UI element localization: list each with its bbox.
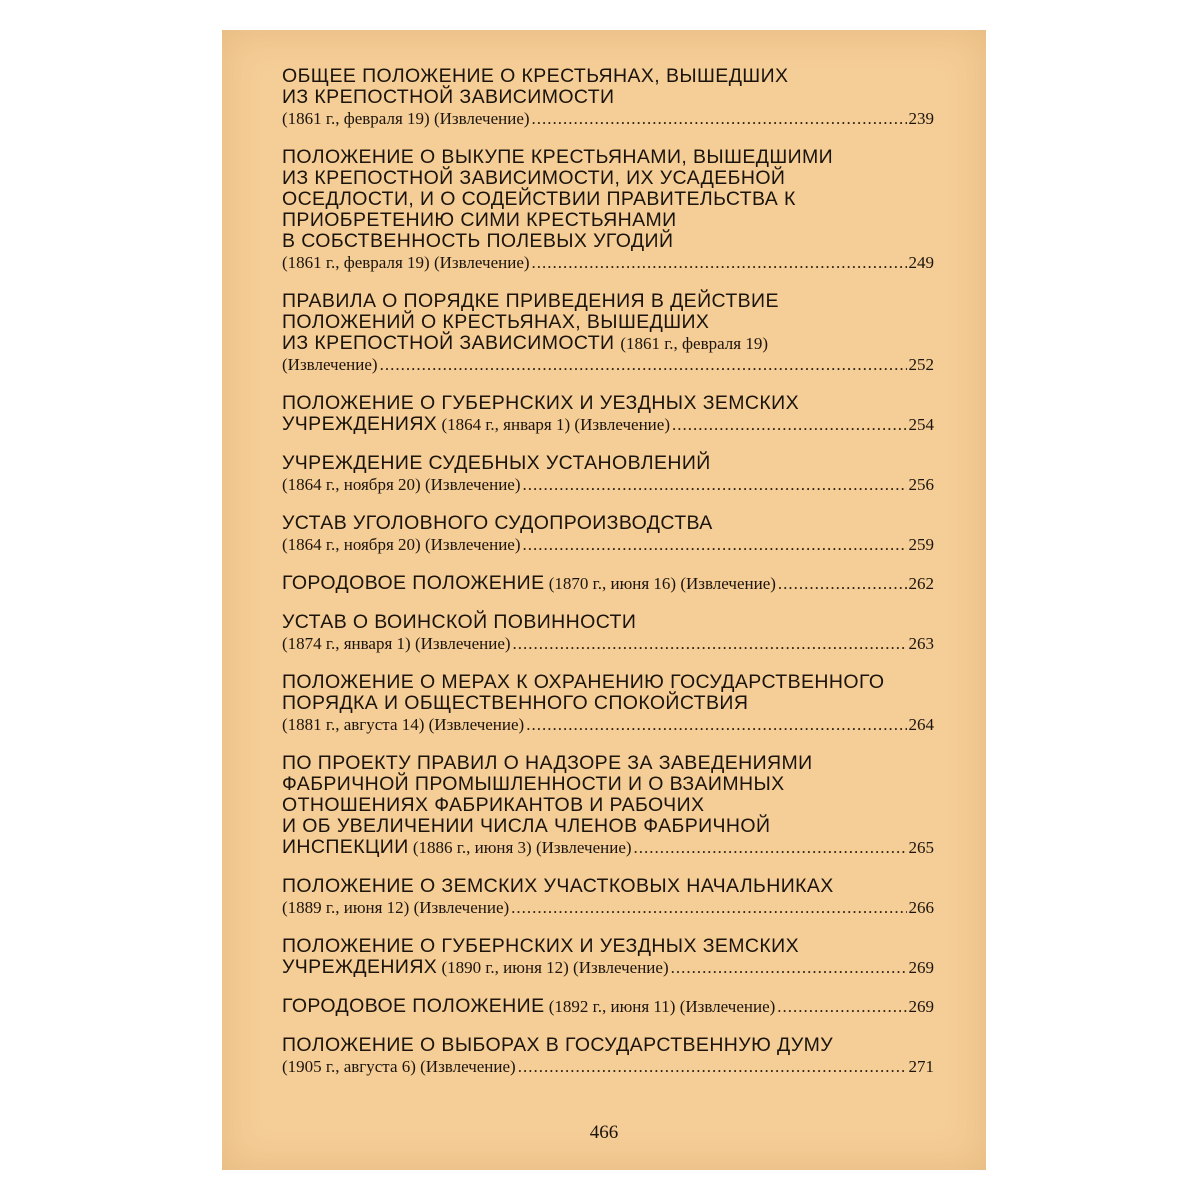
dot-leader: [777, 996, 906, 1017]
toc-entry-title-line: ПОЛОЖЕНИЙ О КРЕСТЬЯНАХ, ВЫШЕДШИХ: [282, 311, 710, 333]
toc-entry: [282, 291, 934, 375]
toc-entry-page-number: 263: [908, 634, 934, 653]
toc-entry: [282, 753, 934, 858]
toc-entry-title-text: ГОРОДОВОЕ ПОЛОЖЕНИЕ: [282, 995, 545, 1017]
toc-entry-date: (1905 г., августа 6) (Извлечение): [282, 1057, 516, 1076]
toc-entry-title-line: ОБЩЕЕ ПОЛОЖЕНИЕ О КРЕСТЬЯНАХ, ВЫШЕДШИХ: [282, 65, 789, 87]
toc-entry: [282, 393, 934, 435]
toc-entry-title-text: УЧРЕЖДЕНИЯХ: [282, 956, 438, 978]
toc-entry-title-line: УСТАВ УГОЛОВНОГО СУДОПРОИЗВОДСТВА: [282, 512, 713, 534]
toc-entry: [282, 996, 934, 1017]
toc-entry: [282, 612, 934, 654]
toc-entry-leader-line: [282, 108, 934, 129]
toc-entry-page-number: 239: [908, 109, 934, 128]
toc-entry-page-number: 271: [908, 1057, 934, 1076]
toc-entry-title-line: [282, 333, 934, 354]
toc-entry-date: (1864 г., ноября 20) (Извлечение): [282, 535, 521, 554]
toc-entry: [282, 876, 934, 918]
toc-entry-leader-line: [282, 1056, 934, 1077]
toc-entry-leader-line: [282, 474, 934, 495]
dot-leader: [672, 414, 907, 435]
dot-leader: [532, 252, 907, 273]
toc-entry: [282, 453, 934, 495]
toc-entry: [282, 513, 934, 555]
toc-entry-leader-line: [282, 414, 934, 435]
toc-entry-title-line: И ОБ УВЕЛИЧЕНИИ ЧИСЛА ЧЛЕНОВ ФАБРИЧНОЙ: [282, 815, 771, 837]
toc-entry-title-line: ПРИОБРЕТЕНИЮ СИМИ КРЕСТЬЯНАМИ: [282, 209, 677, 231]
toc-entry-title-line: ПОРЯДКА И ОБЩЕСТВЕННОГО СПОКОЙСТВИЯ: [282, 692, 749, 714]
toc-entry-date: (1886 г., июня 3) (Извлечение): [412, 838, 632, 857]
toc-entry-leader-line: [282, 837, 934, 858]
toc-entry-leader-line: [282, 633, 934, 654]
toc-entry-page-number: 254: [908, 415, 934, 434]
toc-entry: [282, 1035, 934, 1077]
toc-entry-page-number: 249: [908, 253, 934, 272]
toc-entry-title-line: ИЗ КРЕПОСТНОЙ ЗАВИСИМОСТИ: [282, 86, 615, 108]
toc-entry: [282, 573, 934, 594]
toc-entry: [282, 66, 934, 129]
toc-entry-title-line: ИЗ КРЕПОСТНОЙ ЗАВИСИМОСТИ, ИХ УСАДЕБНОЙ: [282, 167, 786, 189]
toc-entry-date: (1890 г., июня 12) (Извлечение): [441, 958, 669, 977]
toc-entry-title-line: ПРАВИЛА О ПОРЯДКЕ ПРИВЕДЕНИЯ В ДЕЙСТВИЕ: [282, 290, 779, 312]
dot-leader: [532, 108, 907, 129]
toc-entry-title-line: УЧРЕЖДЕНИЕ СУДЕБНЫХ УСТАНОВЛЕНИЙ: [282, 452, 711, 474]
dot-leader: [380, 354, 907, 375]
dot-leader: [523, 474, 907, 495]
toc-entry-page-number: 264: [908, 715, 934, 734]
table-of-contents: [282, 66, 934, 1095]
toc-entry-title-line: ОСЕДЛОСТИ, И О СОДЕЙСТВИИ ПРАВИТЕЛЬСТВА К: [282, 188, 796, 210]
toc-entry: [282, 672, 934, 735]
toc-entry-page-number: 262: [908, 574, 934, 593]
dot-leader: [526, 714, 906, 735]
toc-entry-page-number: 269: [908, 997, 934, 1016]
toc-entry-date: (1861 г., февраля 19) (Извлечение): [282, 109, 530, 128]
toc-entry-title-line: ФАБРИЧНОЙ ПРОМЫШЛЕННОСТИ И О ВЗАИМНЫХ: [282, 773, 785, 795]
book-page: [222, 30, 986, 1170]
toc-entry-title-line: ПО ПРОЕКТУ ПРАВИЛ О НАДЗОРЕ ЗА ЗАВЕДЕНИЯМИ: [282, 752, 813, 774]
toc-entry-page-number: 269: [908, 958, 934, 977]
toc-entry-date: (1864 г., января 1) (Извлечение): [441, 415, 670, 434]
toc-entry-date: (1889 г., июня 12) (Извлечение): [282, 898, 510, 917]
toc-entry-date: (1864 г., ноября 20) (Извлечение): [282, 475, 521, 494]
page-number: 466: [589, 1122, 619, 1143]
toc-entry-title-line: ПОЛОЖЕНИЕ О ГУБЕРНСКИХ И УЕЗДНЫХ ЗЕМСКИХ: [282, 392, 799, 414]
toc-entry-date: (1861 г., февраля 19) (Извлечение): [282, 253, 530, 272]
toc-entry-title-line: ПОЛОЖЕНИЕ О МЕРАХ К ОХРАНЕНИЮ ГОСУДАРСТВЕННОГО: [282, 671, 885, 693]
toc-entry-title-line: УСТАВ О ВОИНСКОЙ ПОВИННОСТИ: [282, 611, 637, 633]
toc-entry-leader-line: [282, 996, 934, 1017]
dot-leader: [778, 573, 907, 594]
toc-entry-title-text: ИЗ КРЕПОСТНОЙ ЗАВИСИМОСТИ: [282, 332, 615, 354]
toc-entry-leader-line: [282, 573, 934, 594]
toc-entry-title-text: ИНСПЕКЦИИ: [282, 836, 409, 858]
toc-entry-date: (1874 г., января 1) (Извлечение): [282, 634, 511, 653]
toc-entry-title-line: ПОЛОЖЕНИЕ О ВЫКУПЕ КРЕСТЬЯНАМИ, ВЫШЕДШИМИ: [282, 146, 834, 168]
dot-leader: [671, 957, 907, 978]
toc-entry-date: (1892 г., июня 11) (Извлечение): [548, 997, 776, 1016]
toc-entry-leader-line: [282, 714, 934, 735]
dot-leader: [634, 837, 907, 858]
toc-entry: [282, 936, 934, 978]
toc-entry-title-line: ПОЛОЖЕНИЕ О ЗЕМСКИХ УЧАСТКОВЫХ НАЧАЛЬНИКАХ: [282, 875, 834, 897]
toc-entry-leader-line: [282, 354, 934, 375]
dot-leader: [511, 897, 906, 918]
toc-entry-leader-line: [282, 534, 934, 555]
toc-entry-leader-line: [282, 897, 934, 918]
toc-entry-page-number: 256: [908, 475, 934, 494]
toc-entry-page-number: 259: [908, 535, 934, 554]
dot-leader: [513, 633, 907, 654]
dot-leader: [518, 1056, 907, 1077]
toc-entry-page-number: 266: [908, 898, 934, 917]
toc-entry-date: (1870 г., июня 16) (Извлечение): [548, 574, 776, 593]
toc-entry: [282, 147, 934, 273]
toc-entry-leader-line: [282, 252, 934, 273]
toc-entry-title-line: ПОЛОЖЕНИЕ О ГУБЕРНСКИХ И УЕЗДНЫХ ЗЕМСКИХ: [282, 935, 799, 957]
toc-entry-date: (1881 г., августа 14) (Извлечение): [282, 715, 525, 734]
toc-entry-title-line: ОТНОШЕНИЯХ ФАБРИКАНТОВ И РАБОЧИХ: [282, 794, 705, 816]
toc-entry-title-line: ПОЛОЖЕНИЕ О ВЫБОРАХ В ГОСУДАРСТВЕННУЮ ДУМУ: [282, 1034, 834, 1056]
toc-entry-title-line: В СОБСТВЕННОСТЬ ПОЛЕВЫХ УГОДИЙ: [282, 230, 674, 252]
toc-entry-title-text: УЧРЕЖДЕНИЯХ: [282, 413, 438, 435]
toc-entry-page-number: 265: [908, 838, 934, 857]
toc-entry-title-text: ГОРОДОВОЕ ПОЛОЖЕНИЕ: [282, 572, 545, 594]
toc-entry-date: (Извлечение): [282, 355, 378, 374]
toc-entry-page-number: 252: [908, 355, 934, 374]
dot-leader: [523, 534, 907, 555]
toc-entry-date: (1861 г., февраля 19): [620, 334, 769, 353]
toc-entry-leader-line: [282, 957, 934, 978]
